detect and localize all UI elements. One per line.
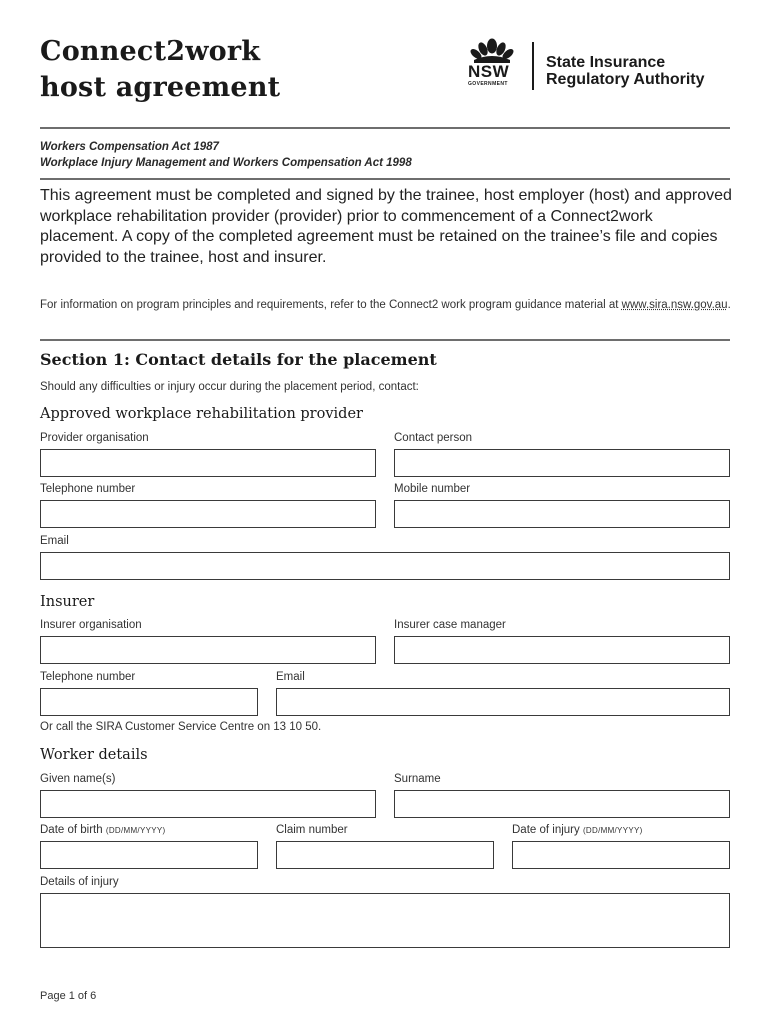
insurer-telephone-field[interactable] (40, 688, 258, 716)
authority-line-2: Regulatory Authority (546, 71, 705, 88)
insurer-case-manager-label: Insurer case manager (394, 619, 506, 631)
divider (40, 178, 730, 180)
insurer-organisation-field[interactable] (40, 636, 376, 664)
insurer-organisation-label: Insurer organisation (40, 619, 142, 631)
intro-text: This agreement must be completed and signed by the trainee, host employer (host) and approved workplace rehabilitation provider (provider) prior to commencement of a Connect2work placement. A copy of the completed agreement must be retained on the trainee’s file and copies provided to the trainee, host and insurer. (40, 187, 732, 266)
provider-organisation-label: Provider organisation (40, 432, 149, 444)
act-line-1: Workers Compensation Act 1987 (40, 141, 219, 153)
nsw-sira-logo (466, 38, 736, 94)
insurer-heading: Insurer (40, 594, 95, 610)
divider (40, 339, 730, 341)
surname-label: Surname (394, 773, 441, 785)
note-prefix: For information on program principles and requirements, refer to the Connect2 work program guidance material at (40, 299, 622, 311)
insurer-telephone-label: Telephone number (40, 671, 136, 683)
injury-details-label: Details of injury (40, 876, 119, 888)
sira-call-note: Or call the SIRA Customer Service Centre on 13 10 50. (40, 721, 322, 733)
provider-telephone-field[interactable] (40, 500, 376, 528)
sira-website-link[interactable]: www.sira.nsw.gov.au (621, 299, 728, 311)
provider-email-label: Email (40, 535, 69, 547)
insurer-email-field[interactable] (276, 688, 730, 716)
provider-email-field[interactable] (40, 552, 730, 580)
date-of-injury-field[interactable] (512, 841, 730, 869)
provider-organisation-field[interactable] (40, 449, 376, 477)
dob-format-hint: (DD/MM/YYYY) (105, 826, 166, 835)
given-name-field[interactable] (40, 790, 376, 818)
legislation-acts (40, 139, 412, 171)
insurer-case-manager-field[interactable] (394, 636, 730, 664)
claim-number-field[interactable] (276, 841, 494, 869)
injury-date-label-text: Date of injury (512, 824, 580, 836)
provider-heading: Approved workplace rehabilitation provider (40, 406, 363, 422)
given-name-label: Given name(s) (40, 773, 116, 785)
section-1-title: Section 1: Contact details for the placement (40, 350, 437, 369)
date-of-birth-field[interactable] (40, 841, 258, 869)
page-number: Page 1 of 6 (40, 990, 97, 1002)
claim-number-label: Claim number (276, 824, 348, 836)
injury-details-field[interactable] (40, 893, 730, 948)
section-1-subtitle: Should any difficulties or injury occur during the placement period, contact: (40, 381, 419, 393)
act-line-2: Workplace Injury Management and Workers Compensation Act 1998 (40, 157, 412, 169)
guidance-note (40, 298, 732, 314)
waratah-icon (470, 38, 514, 64)
logo-divider (532, 42, 534, 90)
mobile-number-label: Mobile number (394, 483, 471, 495)
provider-telephone-label: Telephone number (40, 483, 136, 495)
title-line-1: Connect2work (40, 36, 261, 67)
contact-person-field[interactable] (394, 449, 730, 477)
mobile-number-field[interactable] (394, 500, 730, 528)
date-of-birth-label (40, 824, 165, 836)
date-of-injury-label (512, 824, 643, 836)
worker-heading: Worker details (40, 747, 148, 763)
injury-date-format-hint: (DD/MM/YYYY) (582, 826, 643, 835)
logo-government-text: GOVERNMENT (468, 81, 508, 87)
insurer-email-label: Email (276, 671, 305, 683)
note-suffix: . (727, 299, 731, 311)
dob-label-text: Date of birth (40, 824, 103, 836)
authority-name (546, 54, 705, 88)
title-line-2: host agreement (40, 72, 281, 103)
contact-person-label: Contact person (394, 432, 472, 444)
page-title (40, 34, 280, 106)
surname-field[interactable] (394, 790, 730, 818)
authority-line-1: State Insurance (546, 54, 666, 71)
logo-nsw-text: NSW (468, 62, 510, 81)
divider (40, 127, 730, 129)
